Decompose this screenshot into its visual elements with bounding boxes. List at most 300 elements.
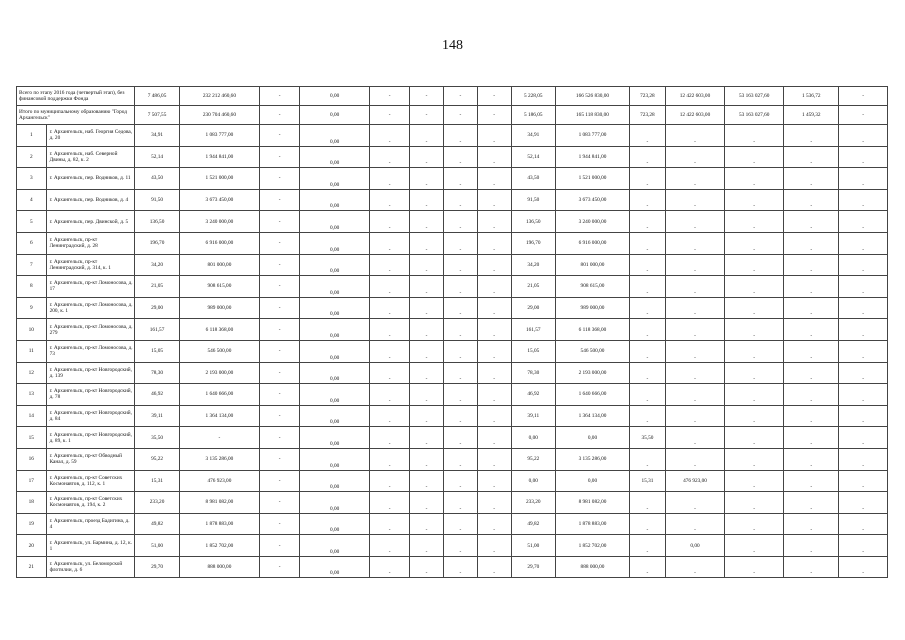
row-value: - <box>443 405 477 427</box>
row-address: г. Архангельск, пр-кт Ломоносова, д. 17 <box>46 276 135 298</box>
row-value: - <box>725 492 784 514</box>
row-value: 29,70 <box>511 556 555 578</box>
row-address: г. Архангельск, пр-кт Ломоносова, д. 279 <box>46 319 135 341</box>
row-value: - <box>725 232 784 254</box>
row-value: - <box>665 232 724 254</box>
row-value: - <box>477 232 511 254</box>
row-value: - <box>477 513 511 535</box>
row-address: г. Архангельск, пр-кт Новгородский, д. 78 <box>46 384 135 406</box>
row-value: - <box>725 340 784 362</box>
total-value: 5 186,05 <box>511 106 555 125</box>
total-value: - <box>477 106 511 125</box>
row-value: - <box>784 189 839 211</box>
total-row <box>17 87 888 106</box>
row-value: 908 615,00 <box>555 276 629 298</box>
row-value: 51,00 <box>511 535 555 557</box>
row-value: - <box>784 448 839 470</box>
row-value: - <box>260 535 300 557</box>
row-value: - <box>477 319 511 341</box>
row-value: - <box>725 254 784 276</box>
row-value: 0,00 <box>300 556 370 578</box>
table-row <box>17 189 888 211</box>
row-value: - <box>410 513 444 535</box>
row-value: 0,00 <box>300 448 370 470</box>
row-value: - <box>665 340 724 362</box>
row-value: - <box>260 146 300 168</box>
row-value: - <box>629 146 665 168</box>
row-value: - <box>260 125 300 147</box>
row-value: 2 193 000,00 <box>179 362 259 384</box>
row-value: - <box>260 556 300 578</box>
row-value: 1 521 000,00 <box>179 168 259 190</box>
row-number: 10 <box>17 319 47 341</box>
row-value: 3 135 286,00 <box>179 448 259 470</box>
row-value: 29,00 <box>135 297 179 319</box>
row-value: 1 364 134,00 <box>555 405 629 427</box>
row-value: 136,50 <box>135 211 179 233</box>
table-body <box>17 87 888 578</box>
row-value: 8 981 082,00 <box>179 492 259 514</box>
total-value: - <box>260 87 300 106</box>
row-value: - <box>410 211 444 233</box>
row-value: - <box>665 146 724 168</box>
row-value: - <box>784 254 839 276</box>
row-value: - <box>443 125 477 147</box>
row-value: 989 000,00 <box>555 297 629 319</box>
row-value: - <box>443 448 477 470</box>
row-value: 49,82 <box>135 513 179 535</box>
row-value: - <box>839 340 888 362</box>
row-value: - <box>725 146 784 168</box>
row-value: - <box>784 384 839 406</box>
row-value: - <box>725 319 784 341</box>
total-value: - <box>443 106 477 125</box>
row-value: 908 615,00 <box>179 276 259 298</box>
row-value: - <box>477 556 511 578</box>
row-value: 39,11 <box>135 405 179 427</box>
row-value: - <box>839 427 888 449</box>
row-value: 15,31 <box>135 470 179 492</box>
row-value: - <box>477 448 511 470</box>
table-row <box>17 384 888 406</box>
total-value: 1 459,32 <box>784 106 839 125</box>
row-value: - <box>784 340 839 362</box>
row-value: - <box>477 470 511 492</box>
row-value: - <box>839 168 888 190</box>
row-value: - <box>725 362 784 384</box>
row-value: - <box>665 319 724 341</box>
row-value: - <box>260 189 300 211</box>
row-value: 49,82 <box>511 513 555 535</box>
total-value: - <box>370 106 410 125</box>
row-value: - <box>725 513 784 535</box>
row-value: 476 923,00 <box>179 470 259 492</box>
row-value: 0,00 <box>300 189 370 211</box>
row-value: - <box>839 297 888 319</box>
row-value: - <box>370 340 410 362</box>
row-value: - <box>370 319 410 341</box>
row-value: 136,50 <box>511 211 555 233</box>
row-value: - <box>260 362 300 384</box>
row-value: - <box>260 340 300 362</box>
row-value: - <box>725 276 784 298</box>
row-value: - <box>370 168 410 190</box>
row-value: - <box>477 535 511 557</box>
row-address: г. Архангельск, наб. Георгия Седова, д. 20 <box>46 125 135 147</box>
row-value: 15,05 <box>511 340 555 362</box>
row-value: - <box>839 362 888 384</box>
table-row <box>17 211 888 233</box>
row-number: 19 <box>17 513 47 535</box>
row-value: - <box>839 254 888 276</box>
row-value: - <box>443 535 477 557</box>
row-value: 0,00 <box>300 254 370 276</box>
row-value: - <box>443 362 477 384</box>
row-value: - <box>370 125 410 147</box>
row-value: - <box>725 189 784 211</box>
table-row <box>17 427 888 449</box>
row-value: - <box>629 125 665 147</box>
row-value: 43,50 <box>135 168 179 190</box>
row-value: - <box>410 232 444 254</box>
row-value: - <box>370 297 410 319</box>
row-value: 0,00 <box>300 319 370 341</box>
row-value: - <box>260 168 300 190</box>
row-value: - <box>725 125 784 147</box>
row-value: - <box>629 384 665 406</box>
row-value: - <box>260 513 300 535</box>
total-value: 5 228,05 <box>511 87 555 106</box>
row-number: 7 <box>17 254 47 276</box>
total-value: 723,28 <box>629 106 665 125</box>
total-value: - <box>370 87 410 106</box>
row-value: - <box>410 254 444 276</box>
row-value: - <box>725 448 784 470</box>
row-value: - <box>784 297 839 319</box>
row-value: - <box>784 513 839 535</box>
row-value: 35,50 <box>135 427 179 449</box>
total-value: - <box>839 106 888 125</box>
row-value: - <box>629 448 665 470</box>
row-value: 46,92 <box>135 384 179 406</box>
row-value: - <box>443 168 477 190</box>
row-value: 46,92 <box>511 384 555 406</box>
row-value: 0,00 <box>300 276 370 298</box>
row-value: 1 878 883,00 <box>179 513 259 535</box>
row-value: - <box>839 232 888 254</box>
row-value: - <box>443 211 477 233</box>
row-number: 21 <box>17 556 47 578</box>
row-value: - <box>477 168 511 190</box>
table-row <box>17 276 888 298</box>
row-value: 95,22 <box>511 448 555 470</box>
row-value: 233,20 <box>135 492 179 514</box>
page-number: 148 <box>442 38 463 53</box>
row-value: 6 916 000,00 <box>555 232 629 254</box>
row-value: - <box>725 211 784 233</box>
row-value: 161,57 <box>135 319 179 341</box>
row-value: 233,20 <box>511 492 555 514</box>
row-value: 196,70 <box>135 232 179 254</box>
total-value: 0,00 <box>300 106 370 125</box>
row-value: - <box>443 513 477 535</box>
row-value: - <box>260 384 300 406</box>
row-value: - <box>443 556 477 578</box>
row-value: 34,91 <box>135 125 179 147</box>
row-value: 1 521 000,00 <box>555 168 629 190</box>
row-value: 989 000,00 <box>179 297 259 319</box>
row-value: - <box>784 492 839 514</box>
row-number: 11 <box>17 340 47 362</box>
row-value: - <box>410 448 444 470</box>
row-value: - <box>629 340 665 362</box>
row-value: - <box>260 492 300 514</box>
row-value: - <box>839 211 888 233</box>
row-value: 0,00 <box>300 492 370 514</box>
row-value: 546 500,00 <box>179 340 259 362</box>
row-address: г. Архангельск, пр-кт Советских Космонавтов, д. 112, к. 1 <box>46 470 135 492</box>
row-value: 6 916 000,00 <box>179 232 259 254</box>
row-value: - <box>725 384 784 406</box>
row-value: 52,14 <box>135 146 179 168</box>
row-value: - <box>665 513 724 535</box>
total-value: 165 118 830,00 <box>555 106 629 125</box>
row-address: г. Архангельск, пр-кт Новгородский, д. 139 <box>46 362 135 384</box>
row-value: 8 981 082,00 <box>555 492 629 514</box>
row-value: - <box>839 276 888 298</box>
row-address: г. Архангельск, пер. Водников, д. 11 <box>46 168 135 190</box>
row-number: 20 <box>17 535 47 557</box>
row-value: - <box>629 211 665 233</box>
row-value: - <box>370 189 410 211</box>
row-value: 0,00 <box>300 535 370 557</box>
row-value: - <box>443 189 477 211</box>
row-value: - <box>370 405 410 427</box>
row-number: 18 <box>17 492 47 514</box>
row-value: - <box>370 254 410 276</box>
row-value: 801 000,00 <box>555 254 629 276</box>
row-value: - <box>443 319 477 341</box>
table-row <box>17 448 888 470</box>
table-row <box>17 146 888 168</box>
row-value: - <box>260 405 300 427</box>
total-label: Всего по этапу 2016 года (четвертый этап), без финансовой поддержки Фонда <box>17 87 135 106</box>
row-value: 78,30 <box>135 362 179 384</box>
row-value: 0,00 <box>511 427 555 449</box>
row-value: 1 640 666,00 <box>555 384 629 406</box>
row-value: - <box>443 384 477 406</box>
row-value: - <box>665 448 724 470</box>
total-value: 7 486,05 <box>135 87 179 106</box>
row-address: г. Архангельск, пр-кт Ленинградский, д. 28 <box>46 232 135 254</box>
row-address: г. Архангельск, пр-кт Советских Космонавтов, д. 194, к. 2 <box>46 492 135 514</box>
row-value: - <box>477 297 511 319</box>
row-value: - <box>260 319 300 341</box>
row-value: 196,70 <box>511 232 555 254</box>
total-value: 53 163 027,60 <box>725 87 784 106</box>
row-value: - <box>477 211 511 233</box>
row-value: 15,05 <box>135 340 179 362</box>
row-number: 17 <box>17 470 47 492</box>
row-value: - <box>839 189 888 211</box>
row-value: - <box>629 362 665 384</box>
row-value: 1 944 841,00 <box>555 146 629 168</box>
row-value: - <box>260 427 300 449</box>
row-value: - <box>839 319 888 341</box>
row-value: 0,00 <box>300 297 370 319</box>
row-value: - <box>665 189 724 211</box>
row-number: 13 <box>17 384 47 406</box>
row-number: 9 <box>17 297 47 319</box>
row-value: - <box>260 276 300 298</box>
row-value: - <box>260 470 300 492</box>
row-value: 51,00 <box>135 535 179 557</box>
row-value: - <box>370 276 410 298</box>
row-value: - <box>443 232 477 254</box>
row-value: - <box>725 168 784 190</box>
row-value: 0,00 <box>300 470 370 492</box>
row-value: - <box>370 384 410 406</box>
row-value: 6 118 368,00 <box>179 319 259 341</box>
row-value: - <box>370 492 410 514</box>
row-value: 52,14 <box>511 146 555 168</box>
row-value: - <box>370 211 410 233</box>
row-value: - <box>629 254 665 276</box>
row-value: 1 640 666,00 <box>179 384 259 406</box>
row-value: - <box>477 405 511 427</box>
row-value: - <box>370 427 410 449</box>
row-value: - <box>725 297 784 319</box>
row-value: - <box>784 319 839 341</box>
row-value: - <box>410 470 444 492</box>
row-value: 1 944 841,00 <box>179 146 259 168</box>
row-value: 34,91 <box>511 125 555 147</box>
row-value: 1 083 777,00 <box>555 125 629 147</box>
row-value: - <box>665 254 724 276</box>
row-value: 95,22 <box>135 448 179 470</box>
row-value: - <box>629 492 665 514</box>
total-value: 12 422 603,00 <box>665 87 724 106</box>
total-value: 230 704 460,60 <box>179 106 259 125</box>
row-value: - <box>410 125 444 147</box>
row-value: 35,50 <box>629 427 665 449</box>
row-value: - <box>370 535 410 557</box>
row-value: - <box>665 384 724 406</box>
row-value: - <box>410 276 444 298</box>
row-value: - <box>784 470 839 492</box>
row-number: 14 <box>17 405 47 427</box>
row-value: 0,00 <box>300 168 370 190</box>
row-value: - <box>443 297 477 319</box>
row-value: 888 000,00 <box>179 556 259 578</box>
total-value: - <box>443 87 477 106</box>
row-value: - <box>839 513 888 535</box>
row-value: - <box>784 232 839 254</box>
table-row <box>17 340 888 362</box>
row-value: - <box>410 168 444 190</box>
row-value: - <box>410 297 444 319</box>
row-value: - <box>370 556 410 578</box>
total-value: - <box>260 106 300 125</box>
row-value: 34,20 <box>511 254 555 276</box>
row-value: - <box>629 189 665 211</box>
total-value: 12 422 603,00 <box>665 106 724 125</box>
row-value: 0,00 <box>300 340 370 362</box>
row-value: - <box>260 211 300 233</box>
table-row <box>17 125 888 147</box>
row-value: 0,00 <box>300 232 370 254</box>
row-value: - <box>839 470 888 492</box>
row-value: - <box>370 448 410 470</box>
row-value: - <box>477 276 511 298</box>
row-number: 16 <box>17 448 47 470</box>
total-value: 723,28 <box>629 87 665 106</box>
total-value: - <box>839 87 888 106</box>
row-value: - <box>477 340 511 362</box>
row-value: - <box>725 535 784 557</box>
row-value: - <box>665 211 724 233</box>
total-value: 53 163 027,60 <box>725 106 784 125</box>
row-number: 3 <box>17 168 47 190</box>
row-value: - <box>839 448 888 470</box>
row-value: - <box>443 492 477 514</box>
row-value: 15,31 <box>629 470 665 492</box>
total-value: 166 526 830,00 <box>555 87 629 106</box>
row-value: 29,00 <box>511 297 555 319</box>
row-value: 29,70 <box>135 556 179 578</box>
row-number: 15 <box>17 427 47 449</box>
table-row <box>17 535 888 557</box>
total-row <box>17 106 888 125</box>
row-number: 5 <box>17 211 47 233</box>
row-value: - <box>784 535 839 557</box>
row-value: 0,00 <box>300 146 370 168</box>
row-address: г. Архангельск, пр-кт Обводный Канал, д. 59 <box>46 448 135 470</box>
row-value: - <box>629 232 665 254</box>
row-value: - <box>629 513 665 535</box>
row-value: - <box>725 405 784 427</box>
row-value: - <box>410 189 444 211</box>
row-value: - <box>410 427 444 449</box>
row-value: 0,00 <box>300 405 370 427</box>
row-value: 0,00 <box>511 470 555 492</box>
row-value: - <box>477 146 511 168</box>
table-row <box>17 297 888 319</box>
row-value: - <box>179 427 259 449</box>
row-number: 8 <box>17 276 47 298</box>
row-value: 6 118 368,00 <box>555 319 629 341</box>
row-value: - <box>665 362 724 384</box>
row-number: 2 <box>17 146 47 168</box>
row-value: 78,30 <box>511 362 555 384</box>
row-value: 43,50 <box>511 168 555 190</box>
row-value: - <box>784 168 839 190</box>
row-value: - <box>410 146 444 168</box>
row-value: - <box>260 448 300 470</box>
table-row <box>17 254 888 276</box>
row-value: - <box>370 146 410 168</box>
row-value: - <box>665 276 724 298</box>
row-value: - <box>477 125 511 147</box>
row-value: 3 240 000,00 <box>179 211 259 233</box>
row-value: - <box>260 254 300 276</box>
row-value: - <box>839 146 888 168</box>
row-value: - <box>410 492 444 514</box>
row-value: 1 852 702,00 <box>555 535 629 557</box>
row-value: - <box>477 427 511 449</box>
row-value: - <box>725 556 784 578</box>
row-value: 1 852 702,00 <box>179 535 259 557</box>
